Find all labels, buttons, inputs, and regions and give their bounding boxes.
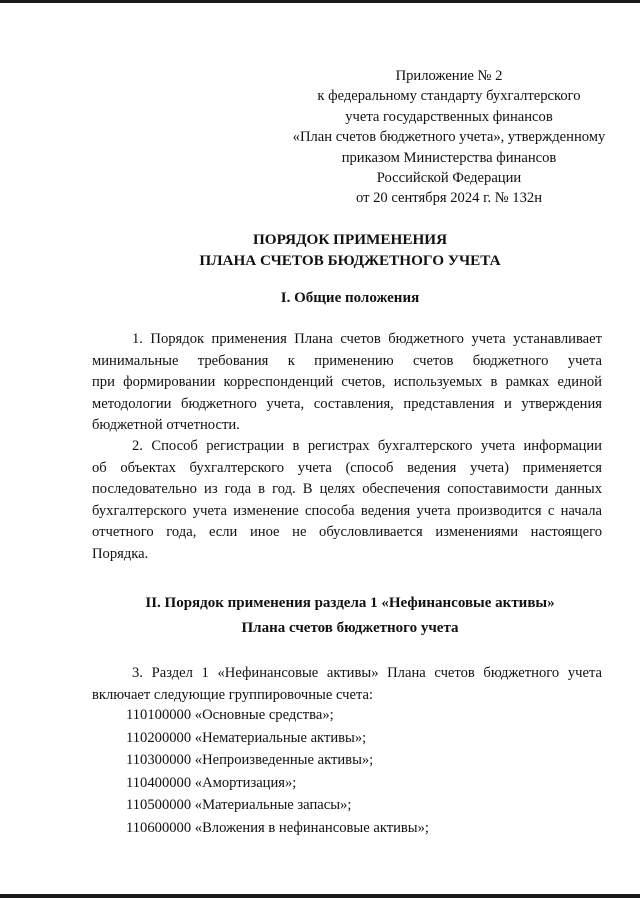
account-item: 110200000 «Нематериальные активы»; [126, 729, 367, 746]
account-item: 110500000 «Материальные запасы»; [126, 797, 352, 814]
annex-line: «План счетов бюджетного учета», утвержденному [292, 129, 606, 146]
paragraph-3 [92, 663, 602, 706]
paragraph-line: 1. Порядок применения Плана счетов бюджетного учета устанавливает [132, 331, 602, 347]
paragraph-line: 3. Раздел 1 «Нефинансовые активы» Плана счетов бюджетного учета [132, 665, 602, 681]
annex-line: приказом Министерства финансов [341, 149, 557, 166]
paragraph-line: об объектах бухгалтерского учета (способ ведения учета) применяется [92, 459, 602, 476]
paragraph-line: бухгалтерского учета изменение способа ведения учета производится с начала [92, 502, 602, 519]
paragraph-line: последовательно из года в год. В целях обеспечения сопоставимости данных [92, 481, 602, 497]
paragraph-2 [92, 436, 602, 565]
account-item: 110300000 «Непроизведенные активы»; [126, 752, 374, 769]
annex-line: от 20 сентября 2024 г. № 132н [355, 190, 543, 207]
annex-line: Российской Федерации [376, 170, 522, 187]
section-heading: I. Общие положения [280, 290, 420, 306]
section-heading-line: II. Порядок применения раздела 1 «Нефинансовые активы» [145, 595, 555, 611]
section-heading-line: Плана счетов бюджетного учета [241, 620, 459, 636]
account-item: 110400000 «Амортизация»; [126, 774, 297, 791]
paragraph-line: минимальные требования к применению счетов бюджетного учета [92, 352, 602, 369]
annex-line: к федеральному стандарту бухгалтерского [317, 88, 581, 105]
account-item: 110600000 «Вложения в нефинансовые активы»; [126, 819, 429, 836]
account-list [126, 704, 429, 840]
document-title-line: ПЛАНА СЧЕТОВ БЮДЖЕТНОГО УЧЕТА [199, 252, 501, 269]
annex-line: учета государственных финансов [345, 108, 553, 125]
document-title [0, 229, 640, 271]
paragraph-line: отчетного года, если иное не обусловливается изменениями настоящего [92, 524, 602, 540]
annex-header [265, 66, 633, 209]
paragraph-line: методологии бюджетного учета, составления, представления и утверждения [92, 395, 602, 412]
section-heading-2 [0, 591, 640, 641]
paragraph-line: 2. Способ регистрации в регистрах бухгалтерского учета информации [132, 438, 602, 454]
account-item: 110100000 «Основные средства»; [126, 707, 334, 723]
annex-line: Приложение № 2 [395, 68, 503, 84]
paragraph-line: включает следующие группировочные счета: [92, 686, 374, 703]
paragraph-line: бюджетной отчетности. [92, 417, 240, 433]
paragraph-line: Порядка. [92, 545, 149, 562]
paragraph-1 [92, 329, 602, 437]
paragraph-line: при формировании корреспонденций счетов, используемых в рамках единой [92, 374, 602, 390]
document-title-line: ПОРЯДОК ПРИМЕНЕНИЯ [252, 231, 448, 248]
